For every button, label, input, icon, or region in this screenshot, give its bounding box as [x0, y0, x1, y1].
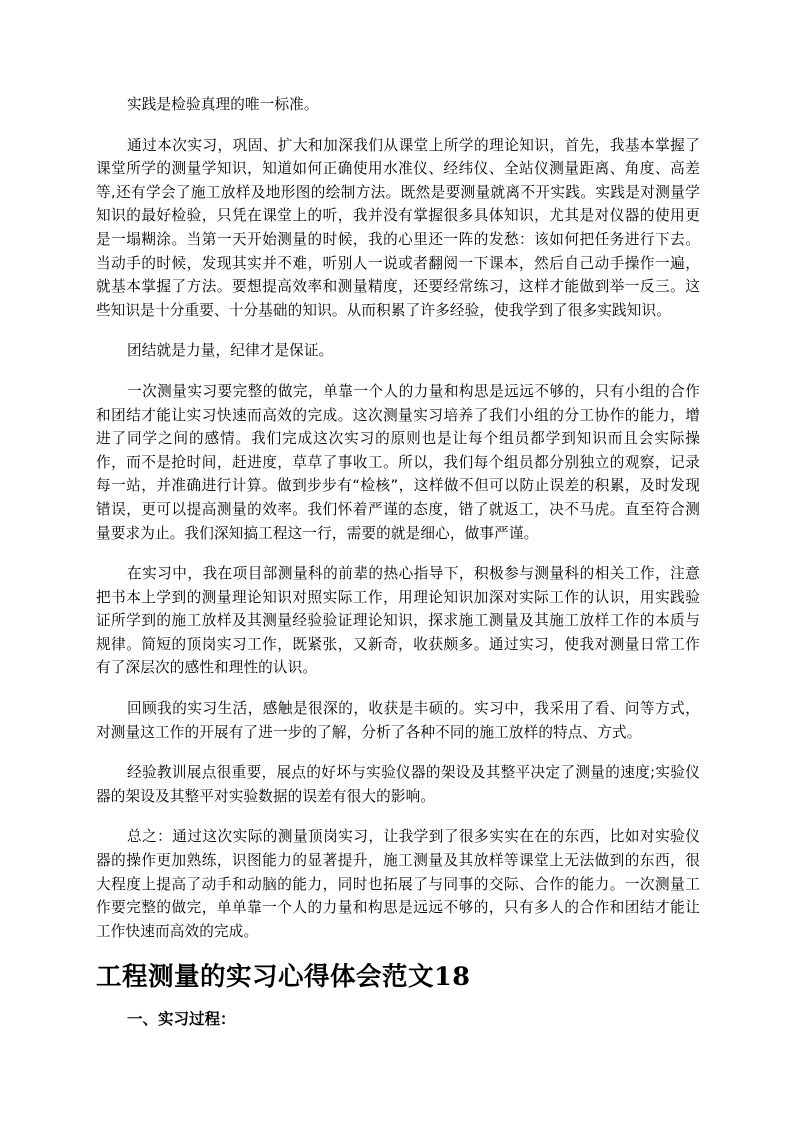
- paragraph: 通过本次实习，巩固、扩大和加深我们从课堂上所学的理论知识，首先，我基本掌握了课堂所学的测量学知识，知道如何正确使用水准仪、经纬仪、全站仪测量距离、角度、高差等,还有学会了施工放样及地形图的绘制方法。既然是要测量就离不开实践。实践是对测量学知识的最好检验，只凭在课堂上的听，我并没有掌握很多具体知识，尤其是对仪器的使用更是一塌糊涂。当第一天开始测量的时候，我的心里还一阵的发愁：该如何把任务进行下去。当动手的时候，发现其实并不难，听别人一说或者翻阅一下课本，然后自己动手操作一遍，就基本掌握了方法。要想提高效率和测量精度，还要经常练习，这样才能做到举一反三。这些知识是十分重要、十分基础的知识。从而积累了许多经验，使我学到了很多实践知识。: [96, 136, 700, 319]
- paragraph: 实践是检验真理的唯一标准。: [127, 96, 319, 113]
- paragraph: 一次测量实习要完整的做完，单靠一个人的力量和构思是远远不够的，只有小组的合作和团结才能让实习快速而高效的完成。这次测量实习培养了我们小组的分工协作的能力，增进了同学之间的感情。我们完成这次实习的原则也是让每个组员都学到知识而且会实际操作，而不是抢时间，赶进度，草草了事收工。所以，我们每个组员都分别独立的观察，记录每一站，并准确进行计算。做到步步有“检核”，这样做不但可以防止误差的积累，及时发现错误，更可以提高测量的效率。我们怀着严谨的态度，错了就返工，决不马虎。直至符合测量要求为止。我们深知搞工程这一行，需要的就是细心，做事严谨。: [96, 382, 700, 542]
- paragraph: 回顾我的实习生活，感触是很深的，收获是丰硕的。实习中，我采用了看、问等方式，对测量这工作的开展有了进一步的了解，分析了各种不同的施工放样的特点、方式。: [96, 700, 700, 741]
- paragraph: 总之：通过这次实际的测量顶岗实习，让我学到了很多实实在在的东西，比如对实验仪器的操作更加熟练，识图能力的显著提升，施工测量及其放样等课堂上无法做到的东西，很大程度上提高了动手和动脑的能力，同时也拓展了与同事的交际、合作的能力。一次测量工作要完整的做完，单单靠一个人的力量和构思是远远不够的，只有多人的合作和团结才能让工作快速而高效的完成。: [96, 828, 700, 940]
- section-heading: 工程测量的实习心得体会范文18: [96, 962, 471, 993]
- paragraph: 在实习中，我在项目部测量科的前辈的热心指导下，积极参与测量科的相关工作，注意把书本上学到的测量理论知识对照实际工作，用理论知识加深对实际工作的认识，用实践验证所学到的施工放样及其测量经验验证理论知识，探求施工测量及其施工放样工作的本质与规律。简短的顶岗实习工作，既紧张，又新奇，收获颇多。通过实习，使我对测量日常工作有了深层次的感性和理性的认识。: [96, 565, 700, 677]
- subsection-heading: 一、实习过程：: [127, 1009, 236, 1029]
- paragraph: 经验教训展点很重要，展点的好坏与实验仪器的架设及其整平决定了测量的速度;实验仪器的架设及其整平对实验数据的误差有很大的影响。: [96, 764, 700, 805]
- document-body: [96, 93, 700, 1032]
- paragraph: 团结就是力量，纪律才是保证。: [127, 342, 334, 360]
